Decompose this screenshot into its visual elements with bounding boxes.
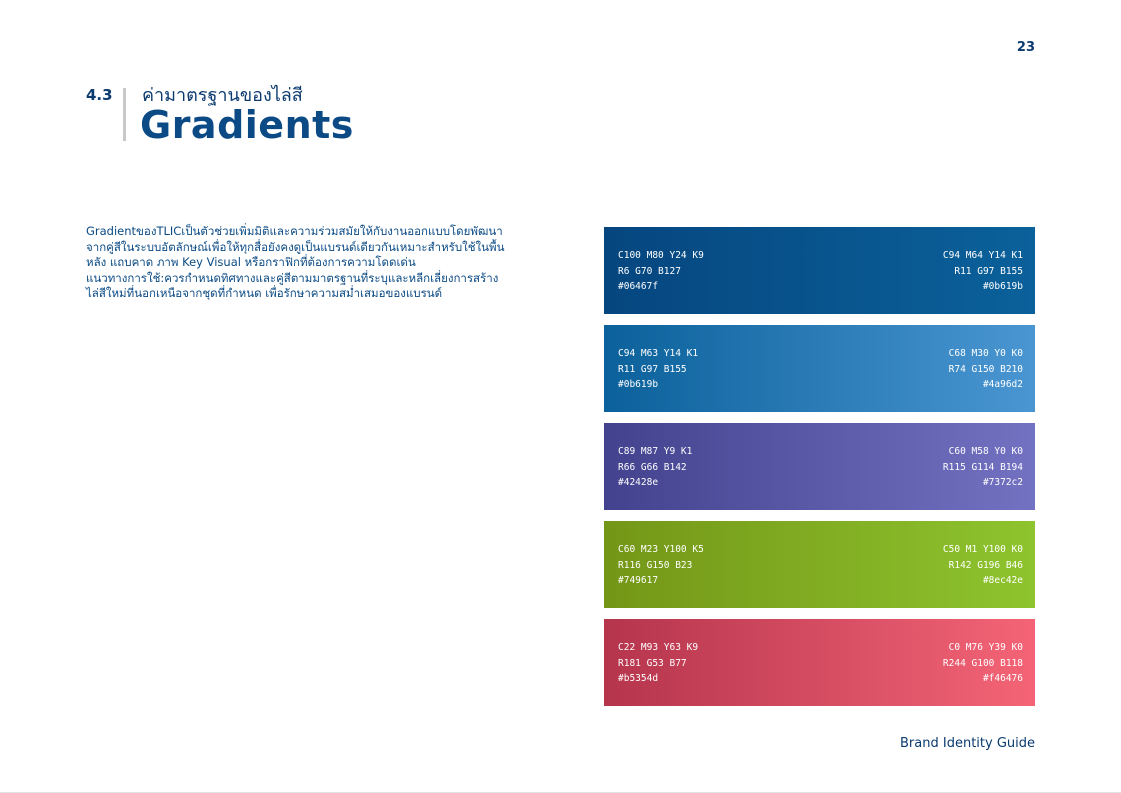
description-line: แนวทางการใช้:ควรกำหนดทิศทางและคู่สีตามมาตรฐานที่ระบุและหลีกเลี่ยงการสร้าง (86, 270, 499, 285)
gradient-swatch (604, 325, 1035, 412)
gradient-end-values (943, 640, 1023, 687)
end-hex: #8ec42e (982, 575, 1023, 586)
gradient-end-values (949, 346, 1023, 393)
start-cmyk: C89 M87 Y9 K1 (618, 446, 693, 457)
start-cmyk: C60 M23 Y100 K5 (618, 544, 704, 555)
start-cmyk: C100 M80 Y24 K9 (618, 250, 704, 261)
end-rgb: R11 G97 B155 (954, 265, 1023, 277)
end-cmyk: C0 M76 Y39 K0 (948, 642, 1023, 653)
start-hex: #749617 (618, 575, 659, 586)
start-rgb: R6 G70 B127 (618, 265, 681, 277)
gradient-swatch-list (604, 227, 1035, 717)
page-title: Gradients (140, 103, 354, 147)
description-text (86, 224, 526, 302)
start-hex: #06467f (618, 281, 659, 292)
start-cmyk: C94 M63 Y14 K1 (618, 348, 699, 359)
start-rgb: R181 G53 B77 (618, 657, 687, 669)
gradient-swatch (604, 227, 1035, 314)
description-line: หลัง แถบคาด ภาพ Key Visual หรือกราฟิกที่ต้องการความโดดเด่น (86, 255, 416, 269)
gradient-end-values (943, 248, 1023, 295)
start-rgb: R11 G97 B155 (618, 363, 687, 375)
description-line: ไล่สีใหม่ที่นอกเหนือจากชุดที่กำหนด เพื่อรักษาความสม่ำเสมอของแบรนด์ (86, 286, 443, 300)
start-hex: #42428e (618, 477, 659, 488)
end-cmyk: C60 M58 Y0 K0 (948, 446, 1023, 457)
end-hex: #f46476 (982, 673, 1023, 684)
end-rgb: R74 G150 B210 (948, 363, 1023, 375)
section-subtitle: ค่ามาตรฐานของไล่สี (142, 85, 303, 106)
page-number: 23 (1016, 40, 1035, 55)
end-cmyk: C94 M64 Y14 K1 (942, 250, 1023, 261)
gradient-start-values (618, 248, 704, 295)
end-cmyk: C68 M30 Y0 K0 (948, 348, 1023, 359)
gradient-swatch (604, 423, 1035, 510)
end-rgb: R142 G196 B46 (948, 559, 1023, 571)
start-rgb: R116 G150 B23 (618, 559, 693, 571)
end-hex: #4a96d2 (982, 379, 1023, 390)
start-cmyk: C22 M93 Y63 K9 (618, 642, 699, 653)
gradient-end-values (943, 444, 1023, 491)
start-hex: #0b619b (618, 379, 659, 390)
end-cmyk: C50 M1 Y100 K0 (942, 544, 1023, 555)
gradient-start-values (618, 542, 704, 589)
end-rgb: R115 G114 B194 (942, 461, 1023, 473)
footer-brand-guide: Brand Identity Guide (900, 736, 1035, 751)
section-divider (123, 88, 126, 141)
description-line: จากคู่สีในระบบอัตลักษณ์เพื่อให้ทุกสื่อยังคงดูเป็นแบรนด์เดียวกันเหมาะสำหรับใช้ในพื้น (86, 239, 505, 254)
gradient-end-values (943, 542, 1023, 589)
end-hex: #7372c2 (982, 477, 1023, 488)
end-rgb: R244 G100 B118 (942, 657, 1023, 669)
start-rgb: R66 G66 B142 (618, 461, 687, 473)
gradient-start-values (618, 346, 698, 393)
gradient-swatch (604, 619, 1035, 706)
gradient-swatch (604, 521, 1035, 608)
section-number: 4.3 (86, 86, 113, 104)
start-hex: #b5354d (618, 673, 659, 684)
gradient-start-values (618, 640, 698, 687)
description-line: GradientของTLICเป็นตัวช่วยเพิ่มมิติและความร่วมสมัยให้กับงานออกแบบโดยพัฒนา (86, 224, 503, 238)
gradient-start-values (618, 444, 692, 491)
end-hex: #0b619b (982, 281, 1023, 292)
